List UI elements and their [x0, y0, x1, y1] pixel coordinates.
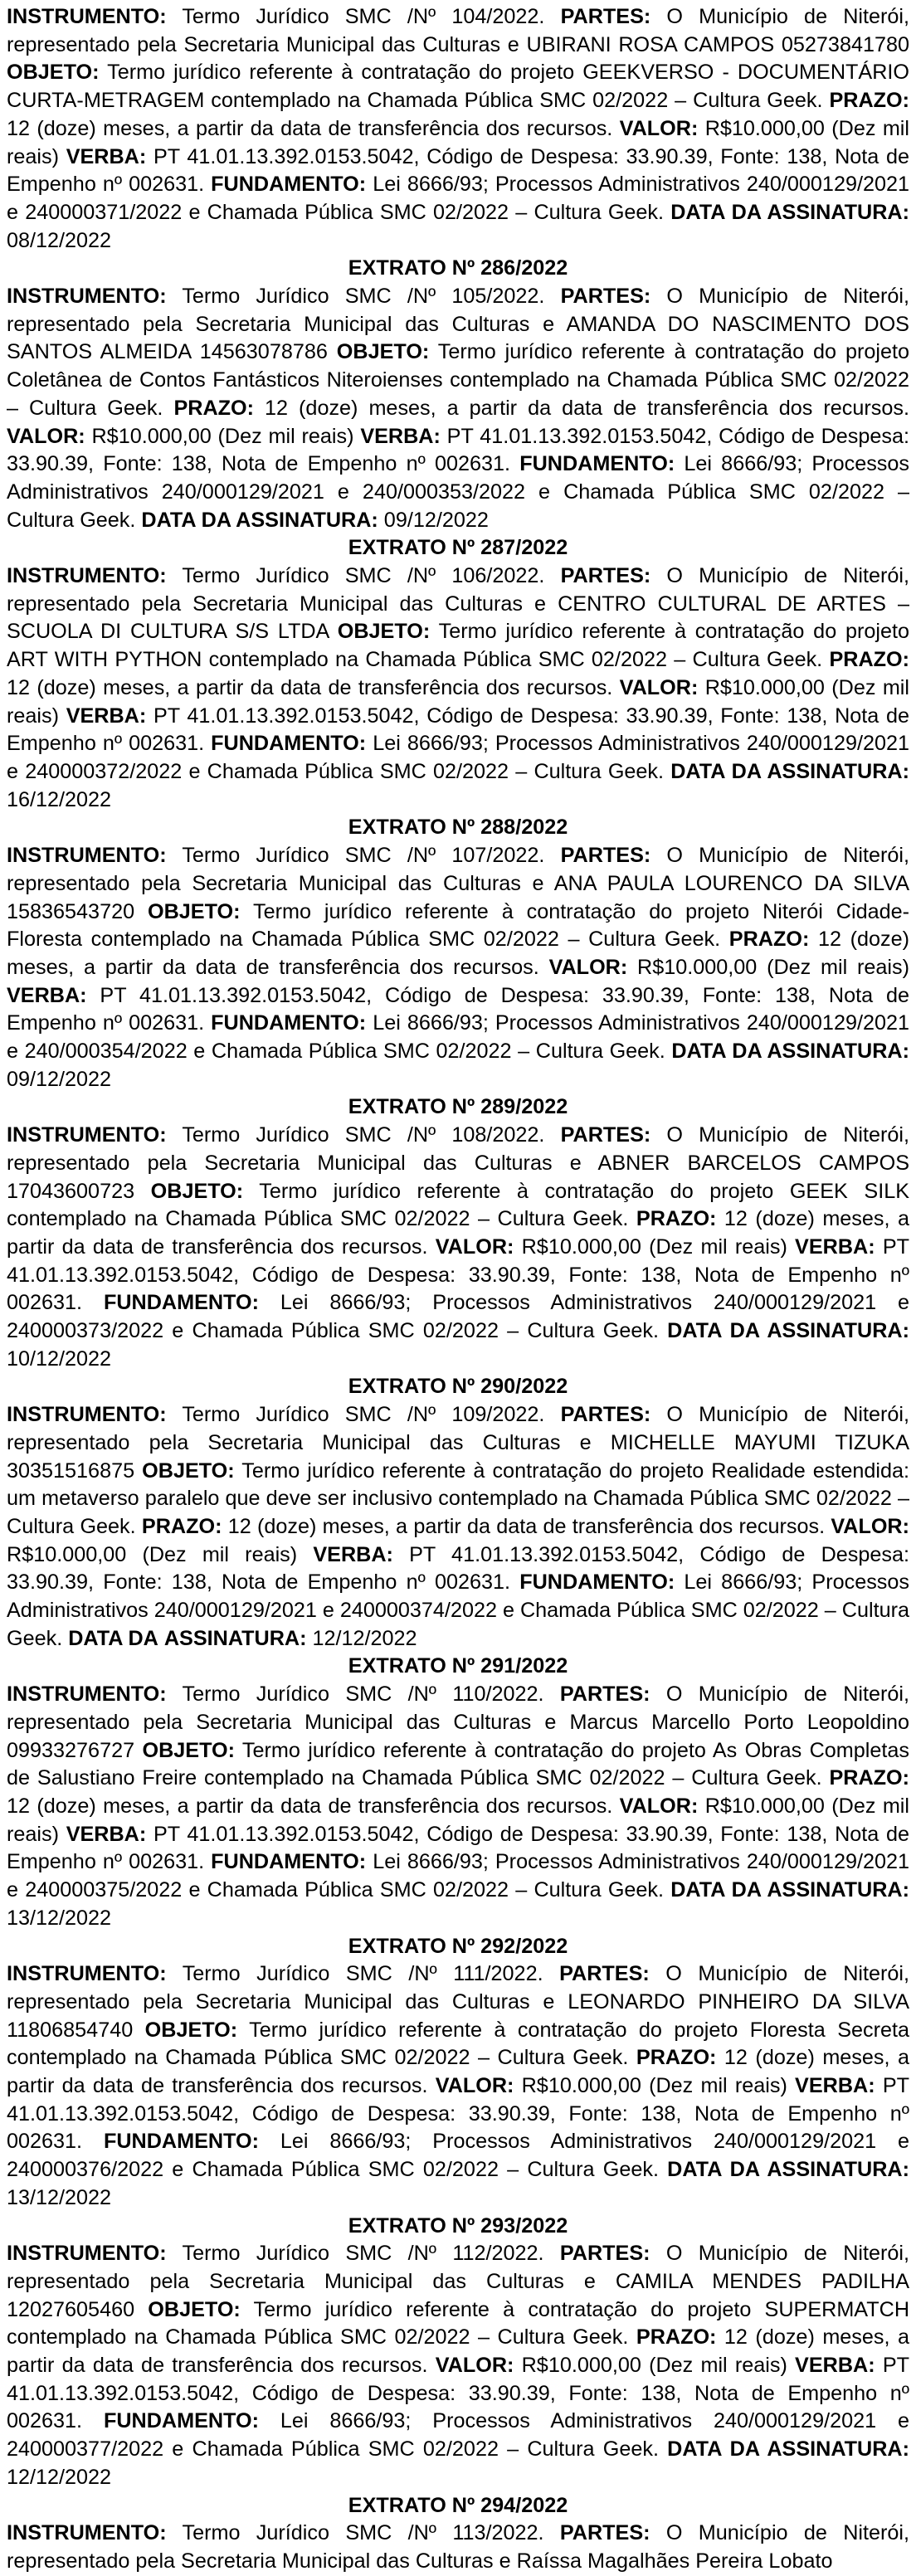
value-instrumento: Termo Jurídico SMC /Nº 107/2022.: [166, 844, 561, 868]
label-instrumento: INSTRUMENTO:: [7, 2242, 167, 2266]
value-fundamento: Lei 8666/93; Processos Administrativos 240/000129/2021 e 240000374/2022 e Chamada Pública SMC 02/2022 – Cultura Geek.: [7, 1570, 910, 1650]
value-instrumento: Termo Jurídico SMC /Nº 113/2022.: [166, 2521, 560, 2545]
value-data-assinatura: 13/12/2022: [7, 2185, 112, 2209]
label-objeto: OBJETO:: [7, 61, 100, 85]
label-valor: VALOR:: [831, 1514, 910, 1538]
label-data-assinatura: DATA DA ASSINATURA:: [670, 1878, 909, 1902]
value-valor: R$10.000,00 (Dez mil reais): [514, 2074, 796, 2098]
value-partes: O Município de Niterói, representado pela Secretaria Municipal das Culturas e LEONARDO PINHEIRO DA SILVA 11806854740: [7, 1962, 910, 2042]
value-verba: PT 41.01.13.392.0153.5042, Código de Despesa: 33.90.39, Fonte: 138, Nota de Empenho nº 002631.: [7, 424, 909, 476]
value-prazo: 12 (doze) meses, a partir da data de transferência dos recursos.: [222, 1514, 831, 1538]
label-partes: PARTES:: [560, 844, 651, 868]
extrato-body: [7, 2520, 909, 2575]
label-fundamento: FUNDAMENTO:: [103, 1291, 259, 1315]
value-data-assinatura: 09/12/2022: [378, 508, 489, 532]
label-verba: VERBA:: [795, 2074, 875, 2098]
label-fundamento: FUNDAMENTO:: [211, 173, 367, 197]
value-data-assinatura: 10/12/2022: [7, 1346, 112, 1371]
value-prazo: 12 (doze) meses, a partir da data de transferência dos recursos.: [7, 1794, 620, 1818]
label-objeto: OBJETO:: [337, 620, 431, 644]
value-objeto: Termo jurídico referente à contratação do projeto As Obras Completas de Salustiano Freire contemplado na Chamada Pública SMC 02/2022 – Cultura Geek.: [7, 1738, 909, 1790]
label-verba: VERBA:: [313, 1542, 393, 1566]
extrato-body: [7, 842, 909, 1093]
value-valor: R$10.000,00 (Dez mil reais): [85, 424, 361, 448]
value-data-assinatura: 09/12/2022: [7, 1067, 112, 1091]
label-data-assinatura: DATA DA ASSINATURA:: [667, 1319, 909, 1343]
label-instrumento: INSTRUMENTO:: [7, 1962, 167, 1986]
label-instrumento: INSTRUMENTO:: [7, 1682, 167, 1707]
label-prazo: PRAZO:: [141, 1514, 222, 1538]
value-prazo: 12 (doze) meses, a partir da data de transferência dos recursos.: [7, 2325, 909, 2378]
label-objeto: OBJETO:: [148, 899, 241, 923]
value-valor: R$10.000,00 (Dez mil reais): [7, 116, 909, 168]
value-objeto: Termo jurídico referente à contratação do projeto SUPERMATCH contemplado na Chamada Pública SMC 02/2022 – Cultura Geek.: [7, 2297, 910, 2350]
extrato-body: [7, 3, 909, 255]
label-valor: VALOR:: [619, 116, 699, 140]
label-fundamento: FUNDAMENTO:: [211, 732, 367, 756]
label-verba: VERBA:: [7, 983, 87, 1007]
label-instrumento: INSTRUMENTO:: [7, 5, 167, 28]
label-data-assinatura: ASSINATURA:: [163, 1626, 307, 1650]
value-fundamento: Lei 8666/93; Processos Administrativos 240/000129/2021 e 240000372/2022 e Chamada Pública SMC 02/2022 – Cultura Geek.: [7, 732, 909, 783]
label-partes: PARTES:: [559, 1682, 650, 1707]
value-instrumento: Termo Jurídico SMC /Nº 112/2022.: [166, 2242, 560, 2266]
label-data-assinatura: DATA DA ASSINATURA:: [670, 200, 909, 224]
value-data-assinatura: 13/12/2022: [7, 1906, 112, 1930]
label-partes: PARTES:: [560, 1123, 651, 1147]
value-verba: PT 41.01.13.392.0153.5042, Código de Despesa: 33.90.39, Fonte: 138, Nota de Empenho nº 002631.: [7, 1234, 910, 1315]
value-data-assinatura: 12/12/2022: [306, 1626, 417, 1650]
value-fundamento: Lei 8666/93; Processos Administrativos 240/000129/2021 e 240000373/2022 e Chamada Pública SMC 02/2022 – Cultura Geek.: [7, 1291, 910, 1343]
value-data-assinatura: 16/12/2022: [7, 787, 112, 811]
label-data-assinatura: DATA DA ASSINATURA:: [671, 1040, 910, 1064]
extrato-body: [7, 1401, 909, 1653]
value-verba: PT 41.01.13.392.0153.5042, Código de Despesa: 33.90.39, Fonte: 138, Nota de Empenho nº 002631.: [7, 144, 910, 197]
label-partes: PARTES:: [559, 2242, 650, 2266]
label-fundamento: FUNDAMENTO:: [211, 1850, 367, 1874]
value-prazo: 12 (doze) meses, a partir da data de transferência dos recursos.: [254, 396, 909, 420]
value-verba: PT 41.01.13.392.0153.5042, Código de Despesa: 33.90.39, Fonte: 138, Nota de Empenho nº 002631.: [7, 2074, 910, 2154]
label-instrumento: INSTRUMENTO:: [7, 844, 167, 868]
value-valor: R$10.000,00 (Dez mil reais): [7, 1542, 314, 1566]
label-fundamento: FUNDAMENTO:: [211, 1011, 367, 1035]
label-data-assinatura: DATA DA ASSINATURA:: [667, 2437, 909, 2462]
label-data-assinatura: DATA DA: [68, 1626, 158, 1650]
value-verba: PT 41.01.13.392.0153.5042, Código de Despesa: 33.90.39, Fonte: 138, Nota de Empenho nº 002631.: [7, 1822, 910, 1874]
label-prazo: PRAZO:: [829, 1766, 909, 1790]
label-partes: PARTES:: [560, 5, 651, 28]
value-valor: R$10.000,00 (Dez mil reais): [514, 1234, 796, 1259]
label-verba: VERBA:: [360, 424, 441, 448]
label-verba: VERBA:: [66, 1822, 147, 1846]
value-objeto: Termo jurídico referente à contratação do projeto Realidade estendida: um metaverso paralelo que deve ser inclusivo contemplado na Chamada Pública SMC 02/2022 – Cultura Geek.: [7, 1458, 909, 1538]
extrato-body: [7, 2240, 909, 2491]
label-valor: VALOR:: [7, 424, 85, 448]
value-objeto: Termo jurídico referente à contratação do projeto Coletânea de Contos Fantásticos Niteroienses contemplado na Chamada Pública SMC 02/2022 – Cultura Geek.: [7, 340, 909, 420]
label-prazo: PRAZO:: [829, 648, 909, 672]
value-partes: O Município de Niterói, representado pela Secretaria Municipal das Culturas e CAMILA MENDES PADILHA 12027605460: [7, 2242, 909, 2321]
value-verba: PT 41.01.13.392.0153.5042, Código de Despesa: 33.90.39, Fonte: 138, Nota de Empenho nº 002631.: [7, 983, 909, 1035]
value-prazo: 12 (doze) meses, a partir da data de transferência dos recursos.: [7, 2046, 909, 2098]
extrato-body: [7, 1122, 909, 1373]
extrato-body: [7, 1960, 909, 2212]
extrato-body: [7, 1681, 909, 1932]
label-data-assinatura: DATA DA ASSINATURA:: [141, 508, 378, 532]
value-fundamento: Lei 8666/93; Processos Administrativos 240/000129/2021 e 240000371/2022 e Chamada Pública SMC 02/2022 – Cultura Geek.: [7, 173, 909, 224]
value-fundamento: Lei 8666/93; Processos Administrativos 240/000129/2021 e 240000375/2022 e Chamada Pública SMC 02/2022 – Cultura Geek.: [7, 1850, 909, 1902]
value-objeto: Termo jurídico referente à contratação do projeto Niterói Cidade-Floresta contemplado na Chamada Pública SMC 02/2022 – Cultura Geek.: [7, 899, 909, 952]
label-data-assinatura: DATA DA ASSINATURA:: [667, 2158, 909, 2182]
label-data-assinatura: DATA DA ASSINATURA:: [670, 759, 909, 783]
label-verba: VERBA:: [66, 144, 147, 168]
label-prazo: PRAZO:: [728, 928, 810, 952]
value-partes: O Município de Niterói, representado pela Secretaria Municipal das Culturas e ANA PAULA LOURENCO DA SILVA 15836543720: [7, 844, 909, 923]
label-instrumento: INSTRUMENTO:: [7, 1403, 167, 1427]
value-instrumento: Termo Jurídico SMC /Nº 105/2022.: [166, 285, 561, 309]
label-valor: VALOR:: [619, 675, 699, 699]
label-valor: VALOR:: [435, 1234, 514, 1259]
label-prazo: PRAZO:: [173, 396, 254, 420]
label-valor: VALOR:: [435, 2354, 514, 2378]
label-objeto: OBJETO:: [142, 1738, 235, 1762]
extrato-title: EXTRATO Nº 292/2022: [348, 1934, 568, 1958]
value-prazo: 12 (doze) meses, a partir da data de transferência dos recursos.: [7, 1207, 909, 1259]
label-verba: VERBA:: [795, 1234, 875, 1259]
label-objeto: OBJETO:: [144, 2018, 238, 2042]
value-verba: PT 41.01.13.392.0153.5042, Código de Despesa: 33.90.39, Fonte: 138, Nota de Empenho nº 002631.: [7, 1542, 910, 1595]
label-fundamento: FUNDAMENTO:: [519, 452, 675, 476]
value-partes: O Município de Niterói, representado pela Secretaria Municipal das Culturas e ABNER BARCELOS CAMPOS 17043600723: [7, 1123, 909, 1203]
label-objeto: OBJETO:: [336, 340, 430, 364]
extrato-body: [7, 562, 909, 814]
extrato-title: EXTRATO Nº 291/2022: [348, 1654, 568, 1678]
value-partes: O Município de Niterói, representado pela Secretaria Municipal das Culturas e UBIRANI ROSA CAMPOS 05273841780: [7, 5, 909, 56]
label-fundamento: FUNDAMENTO:: [103, 2130, 259, 2154]
value-objeto: Termo jurídico referente à contratação do projeto Floresta Secreta contemplado na Chamada Pública SMC 02/2022 – Cultura Geek.: [7, 2018, 909, 2070]
label-prazo: PRAZO:: [636, 2046, 717, 2070]
value-prazo: 12 (doze) meses, a partir da data de transferência dos recursos.: [7, 116, 620, 140]
extrato-title: EXTRATO Nº 293/2022: [348, 2213, 568, 2238]
label-instrumento: INSTRUMENTO:: [7, 1123, 167, 1147]
value-data-assinatura: 08/12/2022: [7, 228, 112, 252]
value-objeto: Termo jurídico referente à contratação do projeto ART WITH PYTHON contemplado na Chamada Pública SMC 02/2022 – Cultura Geek.: [7, 620, 910, 672]
extrato-body: [7, 283, 909, 534]
value-instrumento: Termo Jurídico SMC /Nº 109/2022.: [166, 1403, 561, 1427]
value-prazo: 12 (doze) meses, a partir da data de transferência dos recursos.: [7, 928, 909, 979]
value-instrumento: Termo Jurídico SMC /Nº 104/2022.: [166, 5, 561, 28]
value-verba: PT 41.01.13.392.0153.5042, Código de Despesa: 33.90.39, Fonte: 138, Nota de Empenho nº 002631.: [7, 704, 910, 756]
label-partes: PARTES:: [560, 564, 651, 588]
label-valor: VALOR:: [548, 955, 628, 979]
label-partes: PARTES:: [560, 1403, 651, 1427]
value-partes: O Município de Niterói, representado pela Secretaria Municipal das Culturas e MICHELLE MAYUMI TIZUKA 30351516875: [7, 1403, 909, 1483]
label-prazo: PRAZO:: [636, 2325, 717, 2350]
label-fundamento: FUNDAMENTO:: [103, 2409, 259, 2433]
value-fundamento: Lei 8666/93; Processos Administrativos 240/000129/2021 e 240/000353/2022 e Chamada Pública SMC 02/2022 – Cultura Geek.: [7, 452, 909, 532]
label-objeto: OBJETO:: [142, 1458, 235, 1483]
value-partes: O Município de Niterói, representado pela Secretaria Municipal das Culturas e Raíssa Magalhães Pereira Lobato: [7, 2521, 909, 2573]
value-valor: R$10.000,00 (Dez mil reais): [627, 955, 910, 979]
label-objeto: OBJETO:: [148, 2297, 241, 2321]
label-partes: PARTES:: [559, 1962, 650, 1986]
value-partes: O Município de Niterói, representado pela Secretaria Municipal das Culturas e AMANDA DO NASCIMENTO DOS SANTOS ALMEIDA 14563078786: [7, 285, 909, 364]
value-valor: R$10.000,00 (Dez mil reais): [7, 1794, 909, 1846]
value-objeto: Termo jurídico referente à contratação do projeto GEEK SILK contemplado na Chamada Pública SMC 02/2022 – Cultura Geek.: [7, 1179, 909, 1231]
value-partes: O Município de Niterói, representado pela Secretaria Municipal das Culturas e CENTRO CULTURAL DE ARTES – SCUOLA DI CULTURA S/S LTDA: [7, 564, 909, 644]
label-instrumento: INSTRUMENTO:: [7, 285, 167, 309]
value-fundamento: Lei 8666/93; Processos Administrativos 240/000129/2021 e 240000377/2022 e Chamada Pública SMC 02/2022 – Cultura Geek.: [7, 2409, 910, 2462]
label-valor: VALOR:: [619, 1794, 699, 1818]
label-instrumento: INSTRUMENTO:: [7, 564, 167, 588]
label-valor: VALOR:: [435, 2074, 514, 2098]
value-fundamento: Lei 8666/93; Processos Administrativos 240/000129/2021 e 240/000354/2022 e Chamada Pública SMC 02/2022 – Cultura Geek.: [7, 1011, 909, 1064]
extrato-title: EXTRATO Nº 289/2022: [348, 1095, 568, 1119]
label-partes: PARTES:: [559, 2521, 650, 2545]
value-prazo: 12 (doze) meses, a partir da data de transferência dos recursos.: [7, 675, 620, 699]
value-instrumento: Termo Jurídico SMC /Nº 108/2022.: [166, 1123, 561, 1147]
value-partes: O Município de Niterói, representado pela Secretaria Municipal das Culturas e Marcus Marcello Porto Leopoldino 09933276727: [7, 1682, 909, 1762]
value-objeto: Termo jurídico referente à contratação do projeto GEEKVERSO - DOCUMENTÁRIO CURTA-METRAGEM contemplado na Chamada Pública SMC 02/2022 – Cultura Geek.: [7, 61, 909, 113]
extrato-title: EXTRATO Nº 286/2022: [348, 256, 568, 280]
extrato-title: EXTRATO Nº 288/2022: [348, 816, 568, 840]
extrato-title: EXTRATO Nº 287/2022: [348, 536, 568, 560]
extrato-title: EXTRATO Nº 290/2022: [348, 1375, 568, 1399]
label-partes: PARTES:: [560, 285, 651, 309]
label-objeto: OBJETO:: [150, 1179, 244, 1203]
value-data-assinatura: 12/12/2022: [7, 2465, 112, 2489]
value-instrumento: Termo Jurídico SMC /Nº 110/2022.: [166, 1682, 560, 1707]
label-verba: VERBA:: [66, 704, 147, 728]
value-instrumento: Termo Jurídico SMC /Nº 106/2022.: [166, 564, 561, 588]
value-valor: R$10.000,00 (Dez mil reais): [514, 2354, 796, 2378]
value-instrumento: Termo Jurídico SMC /Nº 111/2022.: [166, 1962, 560, 1986]
value-valor: R$10.000,00 (Dez mil reais): [7, 675, 909, 728]
extrato-title: EXTRATO Nº 294/2022: [348, 2493, 568, 2517]
label-fundamento: FUNDAMENTO:: [519, 1570, 675, 1595]
value-verba: PT 41.01.13.392.0153.5042, Código de Despesa: 33.90.39, Fonte: 138, Nota de Empenho nº 002631.: [7, 2354, 910, 2433]
label-verba: VERBA:: [795, 2354, 875, 2378]
label-prazo: PRAZO:: [829, 89, 909, 113]
value-fundamento: Lei 8666/93; Processos Administrativos 240/000129/2021 e 240000376/2022 e Chamada Pública SMC 02/2022 – Cultura Geek.: [7, 2130, 910, 2182]
label-instrumento: INSTRUMENTO:: [7, 2521, 167, 2545]
label-prazo: PRAZO:: [636, 1207, 717, 1231]
